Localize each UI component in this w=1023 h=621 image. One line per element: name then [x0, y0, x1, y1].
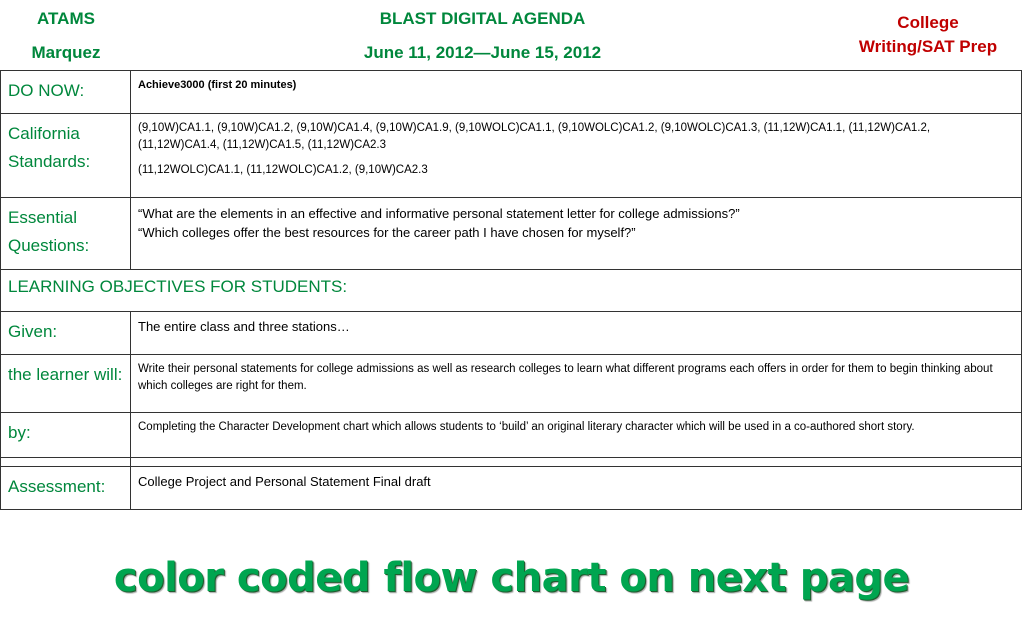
standards-label: California Standards:	[1, 114, 131, 198]
agenda-title: BLAST DIGITAL AGENDA	[379, 9, 586, 28]
given-value: The entire class and three stations…	[131, 312, 1022, 355]
course-name	[833, 11, 1023, 59]
spacer-cell-right	[131, 458, 1022, 467]
essential-questions-label: Essential Questions:	[1, 198, 131, 270]
standards-value	[131, 114, 1022, 198]
agenda-dates: June 11, 2012—June 15, 2012	[363, 43, 602, 62]
row-do-now	[1, 71, 1022, 114]
agenda-table	[0, 70, 1022, 510]
row-essential-questions	[1, 198, 1022, 270]
row-objectives	[1, 270, 1022, 312]
standards-line2: (11,12WOLC)CA1.1, (11,12WOLC)CA1.2, (9,10W)CA2.3	[138, 164, 428, 176]
row-by	[1, 413, 1022, 458]
given-label: Given:	[1, 312, 131, 355]
by-label: by:	[1, 413, 131, 458]
spacer-cell-left	[1, 458, 131, 467]
row-spacer	[1, 458, 1022, 467]
essential-questions-value	[131, 198, 1022, 270]
row-assessment	[1, 467, 1022, 510]
essential-question-1: “What are the elements in an effective and informative personal statement letter for college admissions?”	[138, 206, 740, 221]
row-learner	[1, 355, 1022, 413]
do-now-label: DO NOW:	[1, 71, 131, 114]
learner-label: the learner will:	[1, 355, 131, 413]
learner-value: Write their personal statements for college admissions as well as research colleges to learn what different programs each offers in order for them to begin thinking about which colleges are right for them.	[131, 355, 1022, 413]
teacher-name: Marquez	[31, 43, 101, 62]
standards-line1: (9,10W)CA1.1, (9,10W)CA1.2, (9,10W)CA1.4, (9,10W)CA1.9, (9,10WOLC)CA1.1, (9,10WOLC)CA1.2, (9,10WOLC)CA1.3, (11,12W)CA1.1, (11,12W)CA1.2, (11,12W)CA1.4, (11,12W)CA1.5, (11,12W)CA2.3	[138, 122, 931, 151]
by-value: Completing the Character Development chart which allows students to ‘build’ an original literary character which will be used in a co-authored short story.	[131, 413, 1022, 458]
assessment-label: Assessment:	[1, 467, 131, 510]
footer-note: color coded flow chart on next page	[113, 555, 910, 601]
course-name-line1: College	[897, 13, 959, 32]
row-given	[1, 312, 1022, 355]
essential-question-2: “Which colleges offer the best resources for the career path I have chosen for myself?”	[138, 225, 636, 240]
assessment-value: College Project and Personal Statement Final draft	[131, 467, 1022, 510]
school-name: ATAMS	[37, 9, 95, 28]
row-standards	[1, 114, 1022, 198]
do-now-value: Achieve3000 (first 20 minutes)	[131, 71, 1022, 114]
objectives-heading: LEARNING OBJECTIVES FOR STUDENTS:	[1, 270, 1022, 312]
course-name-line2: Writing/SAT Prep	[858, 37, 998, 56]
